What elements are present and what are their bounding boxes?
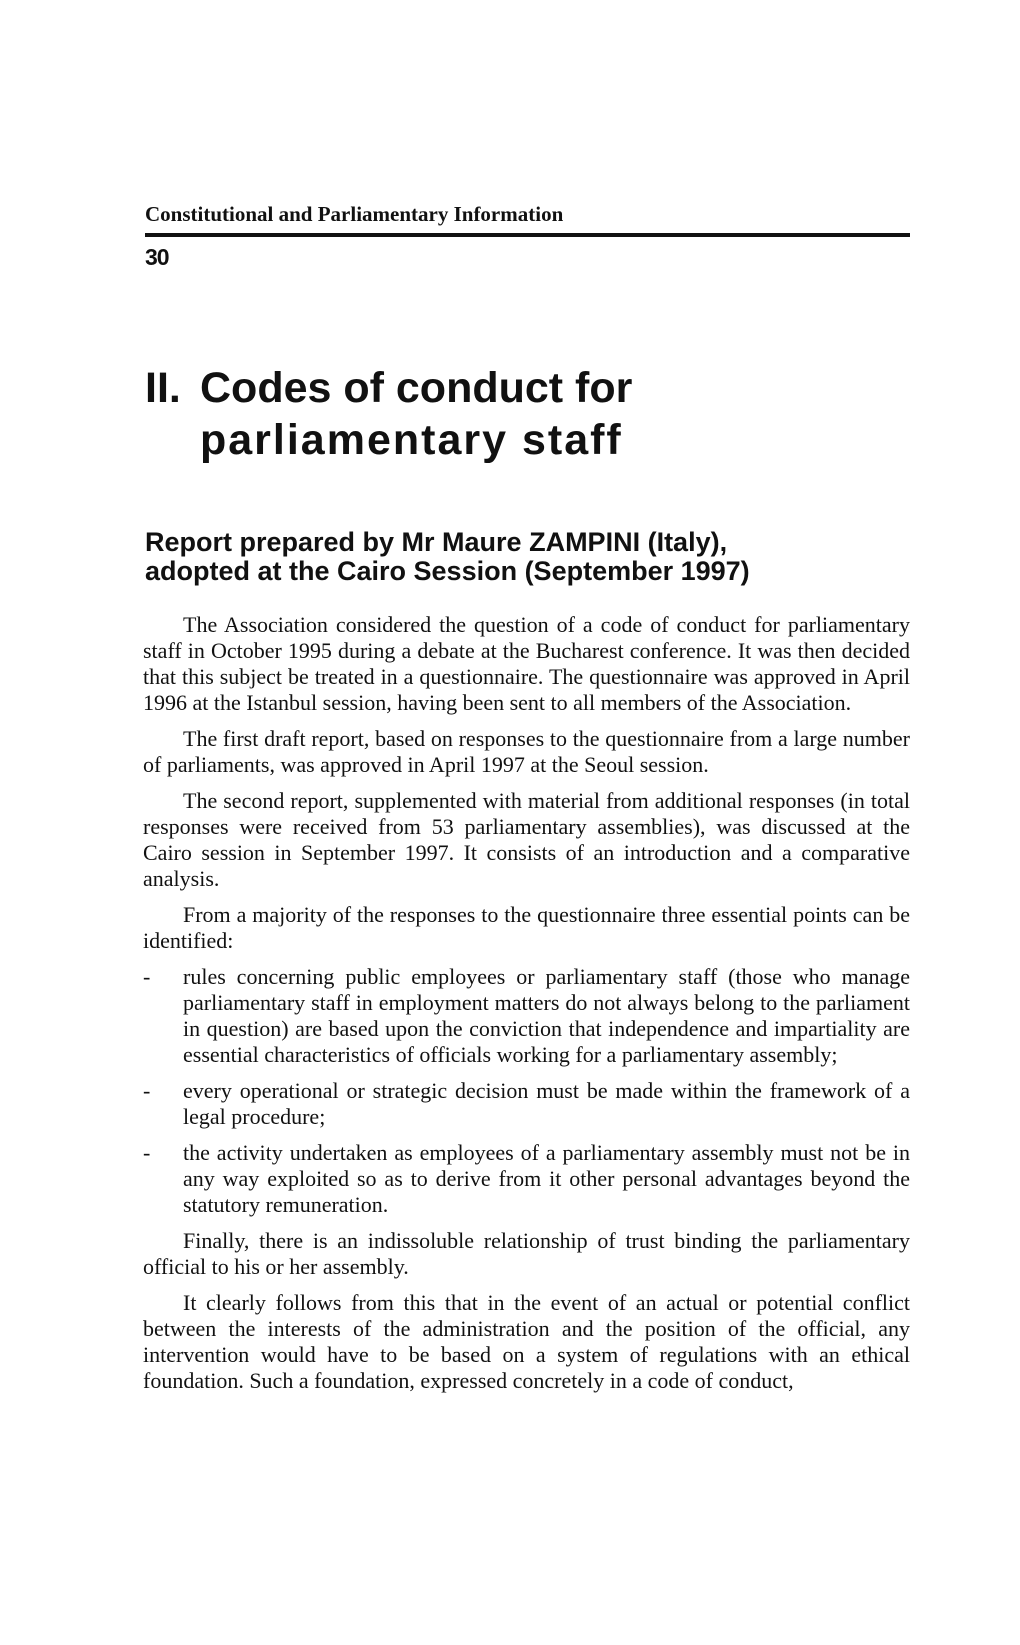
body-text — [143, 612, 910, 1394]
list-dash: - — [143, 1078, 151, 1103]
list-item-text: rules concerning public employees or parliamentary staff (those who manage parliamentary staff in employment matters do not always belong to the parliament in question) are based upon the conviction that independence and impartiality are essential characteristics of officials working for a parliamentary assembly; — [183, 964, 910, 1067]
header-rule — [145, 233, 910, 237]
paragraph-2: The first draft report, based on responses to the questionnaire from a large number of parliaments, was approved in April 1997 at the Seoul session. — [143, 726, 910, 777]
paragraph-4: From a majority of the responses to the questionnaire three essential points can be identified: — [143, 902, 910, 953]
list-item — [143, 964, 910, 1068]
list-item-text: the activity undertaken as employees of a parliamentary assembly must not be in any way exploited so as to derive from it other personal advantages beyond the statutory remuneration. — [183, 1140, 910, 1217]
chapter-number: II. — [145, 364, 181, 412]
paragraph-3: The second report, supplemented with material from additional responses (in total responses were received from 53 parliamentary assemblies), was discussed at the Cairo session in September 1997. It consists of an introduction and a comparative analysis. — [143, 788, 910, 891]
chapter-title — [145, 362, 905, 466]
chapter-title-line2: parliamentary staff — [200, 416, 623, 464]
chapter-title-text1: Codes of conduct for — [200, 364, 633, 412]
list-item — [143, 1140, 910, 1218]
page-number: 30 — [145, 244, 169, 270]
report-subtitle — [145, 528, 910, 586]
list-dash: - — [143, 1140, 151, 1165]
subtitle-line2: adopted at the Cairo Session (September 1997) — [145, 556, 750, 586]
subtitle-line1: Report prepared by Mr Maure ZAMPINI (Italy), — [145, 527, 728, 557]
list-item-text: every operational or strategic decision must be made within the framework of a legal procedure; — [183, 1078, 910, 1129]
paragraph-5: Finally, there is an indissoluble relationship of trust binding the parliamentary official to his or her assembly. — [143, 1228, 910, 1279]
paragraph-6: It clearly follows from this that in the event of an actual or potential conflict between the interests of the administration and the position of the official, any intervention would have to be based on a system of regulations with an ethical foundation. Such a foundation, expressed concretely in a code of conduct, — [143, 1290, 910, 1393]
list-item — [143, 1078, 910, 1130]
chapter-title-line1 — [145, 362, 905, 414]
running-head: Constitutional and Parliamentary Information — [145, 202, 564, 226]
paragraph-1: The Association considered the question of a code of conduct for parliamentary staff in October 1995 during a debate at the Bucharest conference. It was then decided that this subject be treated in a questionnaire. The questionnaire was approved in April 1996 at the Istanbul session, having been sent to all members of the Association. — [143, 612, 910, 715]
list-dash: - — [143, 964, 151, 989]
essential-points-list — [143, 964, 910, 1218]
